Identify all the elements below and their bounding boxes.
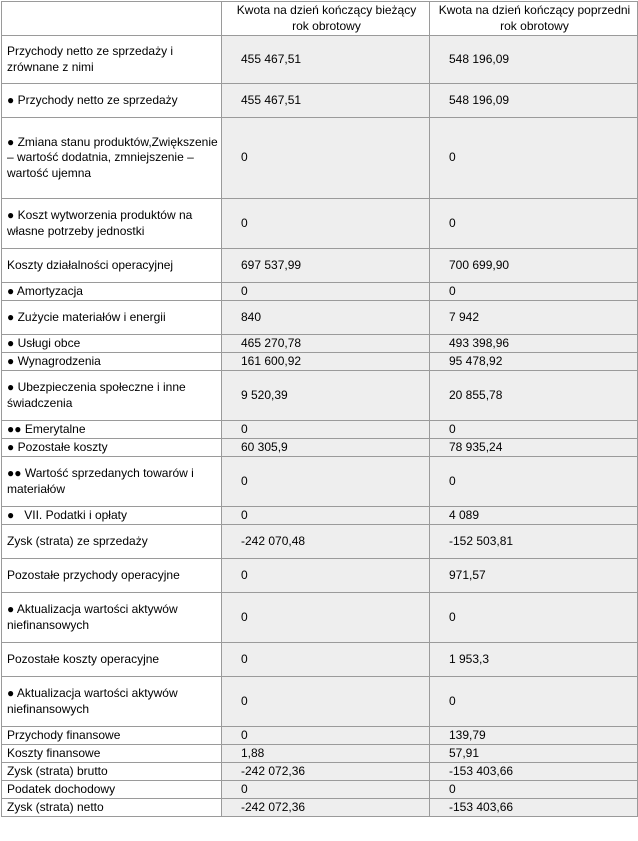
- table-row: [2, 335, 638, 353]
- row-label: Pozostałe przychody operacyjne: [2, 559, 222, 593]
- row-label: Zysk (strata) ze sprzedaży: [2, 525, 222, 559]
- header-previous-year: Kwota na dzień kończący poprzedni rok obrotowy: [430, 2, 638, 36]
- row-label: ● Aktualizacja wartości aktywów niefinansowych: [2, 593, 222, 643]
- table-row: [2, 118, 638, 199]
- current-value: 465 270,78: [222, 335, 430, 353]
- current-value: 9 520,39: [222, 371, 430, 421]
- previous-value: 0: [430, 283, 638, 301]
- previous-value: 95 478,92: [430, 353, 638, 371]
- current-value: -242 072,36: [222, 763, 430, 781]
- previous-value: 548 196,09: [430, 36, 638, 84]
- row-label: ● Ubezpieczenia społeczne i inne świadczenia: [2, 371, 222, 421]
- previous-value: 700 699,90: [430, 249, 638, 283]
- previous-value: -153 403,66: [430, 763, 638, 781]
- row-label: Podatek dochodowy: [2, 781, 222, 799]
- table-row: [2, 507, 638, 525]
- current-value: -242 070,48: [222, 525, 430, 559]
- table-row: [2, 457, 638, 507]
- row-label: Zysk (strata) netto: [2, 799, 222, 817]
- table-row: [2, 799, 638, 817]
- table-row: [2, 199, 638, 249]
- current-value: 0: [222, 421, 430, 439]
- current-value: 161 600,92: [222, 353, 430, 371]
- row-label: ● Wynagrodzenia: [2, 353, 222, 371]
- previous-value: 0: [430, 199, 638, 249]
- current-value: -242 072,36: [222, 799, 430, 817]
- previous-value: 78 935,24: [430, 439, 638, 457]
- table-row: [2, 84, 638, 118]
- row-label: Pozostałe koszty operacyjne: [2, 643, 222, 677]
- table-row: [2, 677, 638, 727]
- table-row: [2, 763, 638, 781]
- current-value: 1,88: [222, 745, 430, 763]
- current-value: 0: [222, 118, 430, 199]
- row-label: ● Koszt wytworzenia produktów na własne potrzeby jednostki: [2, 199, 222, 249]
- current-value: 0: [222, 507, 430, 525]
- table-row: [2, 301, 638, 335]
- row-label: ● Amortyzacja: [2, 283, 222, 301]
- row-label: Przychody finansowe: [2, 727, 222, 745]
- table-row: [2, 745, 638, 763]
- current-value: 697 537,99: [222, 249, 430, 283]
- current-value: 0: [222, 559, 430, 593]
- previous-value: -153 403,66: [430, 799, 638, 817]
- row-label: ● Usługi obce: [2, 335, 222, 353]
- row-label: ● Pozostałe koszty: [2, 439, 222, 457]
- table-row: [2, 283, 638, 301]
- previous-value: 1 953,3: [430, 643, 638, 677]
- previous-value: 0: [430, 421, 638, 439]
- previous-value: 57,91: [430, 745, 638, 763]
- financial-statement-table: [1, 1, 638, 817]
- previous-value: 548 196,09: [430, 84, 638, 118]
- row-label: ●● Emerytalne: [2, 421, 222, 439]
- previous-value: 7 942: [430, 301, 638, 335]
- table-row: [2, 559, 638, 593]
- table-row: [2, 371, 638, 421]
- previous-value: 971,57: [430, 559, 638, 593]
- row-label: Zysk (strata) brutto: [2, 763, 222, 781]
- previous-value: 0: [430, 677, 638, 727]
- row-label: ● VII. Podatki i opłaty: [2, 507, 222, 525]
- row-label: ● Zmiana stanu produktów,Zwiększenie – wartość dodatnia, zmniejszenie – wartość ujemna: [2, 118, 222, 199]
- table-row: [2, 421, 638, 439]
- current-value: 455 467,51: [222, 84, 430, 118]
- previous-value: 20 855,78: [430, 371, 638, 421]
- row-label: ●● Wartość sprzedanych towarów i materiałów: [2, 457, 222, 507]
- current-value: 0: [222, 283, 430, 301]
- previous-value: 0: [430, 593, 638, 643]
- header-blank-cell: [2, 2, 222, 36]
- table-row: [2, 353, 638, 371]
- previous-value: 0: [430, 457, 638, 507]
- previous-value: 0: [430, 781, 638, 799]
- table-row: [2, 525, 638, 559]
- table-row: [2, 36, 638, 84]
- table-header-row: [2, 2, 638, 36]
- current-value: 0: [222, 643, 430, 677]
- current-value: 0: [222, 781, 430, 799]
- current-value: 840: [222, 301, 430, 335]
- previous-value: 4 089: [430, 507, 638, 525]
- table-row: [2, 727, 638, 745]
- current-value: 60 305,9: [222, 439, 430, 457]
- current-value: 455 467,51: [222, 36, 430, 84]
- table-row: [2, 249, 638, 283]
- current-value: 0: [222, 199, 430, 249]
- previous-value: 493 398,96: [430, 335, 638, 353]
- previous-value: 0: [430, 118, 638, 199]
- table-row: [2, 781, 638, 799]
- row-label: ● Zużycie materiałów i energii: [2, 301, 222, 335]
- header-current-year: Kwota na dzień kończący bieżący rok obrotowy: [222, 2, 430, 36]
- previous-value: 139,79: [430, 727, 638, 745]
- row-label: ● Aktualizacja wartości aktywów niefinansowych: [2, 677, 222, 727]
- current-value: 0: [222, 677, 430, 727]
- current-value: 0: [222, 457, 430, 507]
- row-label: Przychody netto ze sprzedaży i zrównane z nimi: [2, 36, 222, 84]
- previous-value: -152 503,81: [430, 525, 638, 559]
- table-row: [2, 593, 638, 643]
- table-row: [2, 439, 638, 457]
- current-value: 0: [222, 593, 430, 643]
- row-label: ● Przychody netto ze sprzedaży: [2, 84, 222, 118]
- table-row: [2, 643, 638, 677]
- current-value: 0: [222, 727, 430, 745]
- row-label: Koszty działalności operacyjnej: [2, 249, 222, 283]
- row-label: Koszty finansowe: [2, 745, 222, 763]
